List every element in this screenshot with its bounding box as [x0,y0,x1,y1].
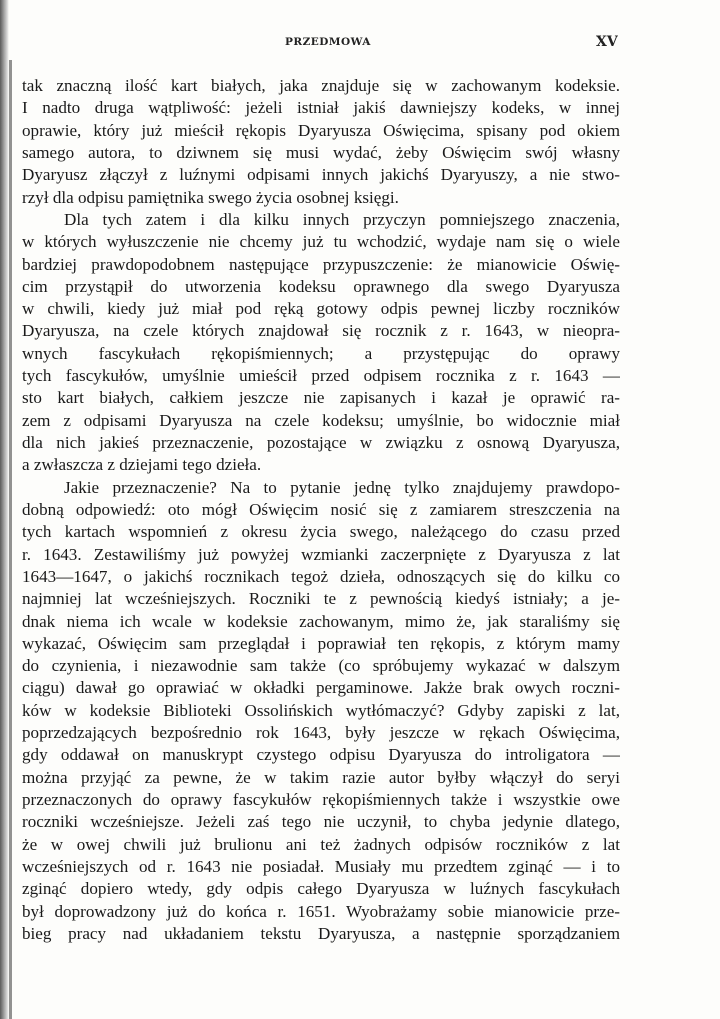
text-line: tych kartach wspomnień z okresu życia swego, należącego do czasu przed [22,522,620,542]
text-line: przeznaczonych do oprawy fascykułów rękopiśmiennych także i wszystkie owe [22,790,620,809]
body-text [22,75,620,945]
text-line: a zwłaszcza z dziejami tego dzieła. [22,455,262,475]
text-line: w których wyłuszczenie nie chcemy już tu wchodzić, wydaje nam się o wiele [22,232,620,252]
text-line: ków w kodeksie Biblioteki Ossolińskich wytłómaczyć? Gdyby zapiski z lat, [22,700,620,720]
text-line: bieg pracy nad układaniem tekstu Dyaryusza, a następnie sporządzaniem [22,923,620,943]
text-line: najmniej lat wcześniejszych. Roczniki te z pewnością kiedyś istniały; a je- [22,589,620,609]
text-line: wcześniejszych od r. 1643 nie posiadał. Musiały mu przedtem zginąć — i to [22,856,620,876]
text-line: roczniki wcześniejsze. Jeżeli zaś tego nie uczynił, to chyba jedynie dlatego, [22,812,620,832]
text-line: że w owej chwili już brulionu ani też żadnych odpisów roczników z lat [22,834,620,854]
text-line: tak znaczną ilość kart białych, jaka znajduje się w zachowanym kodeksie. [22,76,620,95]
text-line: wnych fascykułach rękopiśmiennych; a przystępując do oprawy [22,343,620,363]
text-line: zem z odpisami Dyaryusza na czele kodeksu; umyślnie, bo widocznie miał [22,410,620,430]
text-line: dobną odpowiedź: oto mógł Oświęcim nosić się z zamiarem streszczenia na [22,499,620,519]
text-line: w chwili, kiedy już miał pod ręką gotowy odpis pewnej liczby roczników [22,299,620,319]
text-line: r. 1643. Zestawiliśmy już powyżej wzmianki zaczerpnięte z Dyaryusza z lat [22,544,620,564]
text-line: tych fascykułów, umyślnie umieścił przed odpisem rocznika z r. 1643 — [22,366,620,386]
text-line: Dla tych zatem i dla kilku innych przyczyn pomniejszego znaczenia, [64,209,620,229]
text-line: zginąć dopiero wtedy, gdy odpis całego Dyaryusza w luźnych fascykułach [22,879,620,899]
text-line: poprzedzających bezpośrednio rok 1643, były jeszcze w rękach Oświęcima, [22,723,620,743]
text-line: sto kart białych, całkiem jeszcze nie zapisanych i kazał je oprawić ra- [22,388,620,408]
binding-line [9,60,12,1019]
binding-shadow [0,0,9,1019]
text-line: ciągu) dawał go oprawiać w okładki pergaminowe. Jakże brak owych roczni- [22,678,620,698]
text-line: oprawie, który już mieścił rękopis Dyaryusza Oświęcima, spisany pod okiem [22,120,620,140]
text-line: Dyaryusz złączył z luźnymi odpisami innych jakichś Dyaryuszy, a nie stwo- [22,165,620,185]
text-line: bardziej prawdopodobnem następujące przypuszczenie: że mianowicie Oświę- [22,254,620,274]
text-line: dnak niema ich wcale w kodeksie zachowanym, mimo że, jak staraliśmy się [22,611,620,631]
text-line: samego autora, to dziwnem się musi wydać, żeby Oświęcim swój własny [22,142,620,162]
text-line: Dyaryusza, na czele których znajdował się rocznik z r. 1643, w nieopra- [22,321,620,341]
text-line: Jakie przeznaczenie? Na to pytanie jednę tylko znajdujemy prawdopo- [64,477,620,497]
page-number: XV [596,34,618,50]
text-line: gdy oddawał on manuskrypt czystego odpisu Dyaryusza do introligatora — [22,745,620,765]
text-line: wykazać, Oświęcim sam przeglądał i poprawiał ten rękopis, z którym mamy [22,633,620,653]
running-head: PRZEDMOWA [285,36,371,48]
text-line: rzył dla odpisu pamiętnika swego życia osobnej księgi. [22,187,399,207]
text-line: był doprowadzony już do końca r. 1651. Wyobrażamy sobie mianowicie prze- [22,901,620,921]
text-line: dla nich jakieś przeznaczenie, pozostające w związku z osnową Dyaryusza, [22,433,620,452]
text-line: cim przystąpił do utworzenia kodeksu oprawnego dla swego Dyaryusza [22,276,620,296]
text-line: 1643—1647, o jakichś rocznikach tegoż dzieła, odnoszących się do kilku co [22,566,620,586]
text-line: do czynienia, i niezawodnie sam także (co spróbujemy wykazać w dalszym [22,656,620,676]
text-line: I nadto druga wątpliwość: jeżeli istniał jakiś dawniejszy kodeks, w innej [22,98,620,118]
text-line: można przyjąć za pewne, że w takim razie autor byłby włączył do seryi [22,767,620,787]
